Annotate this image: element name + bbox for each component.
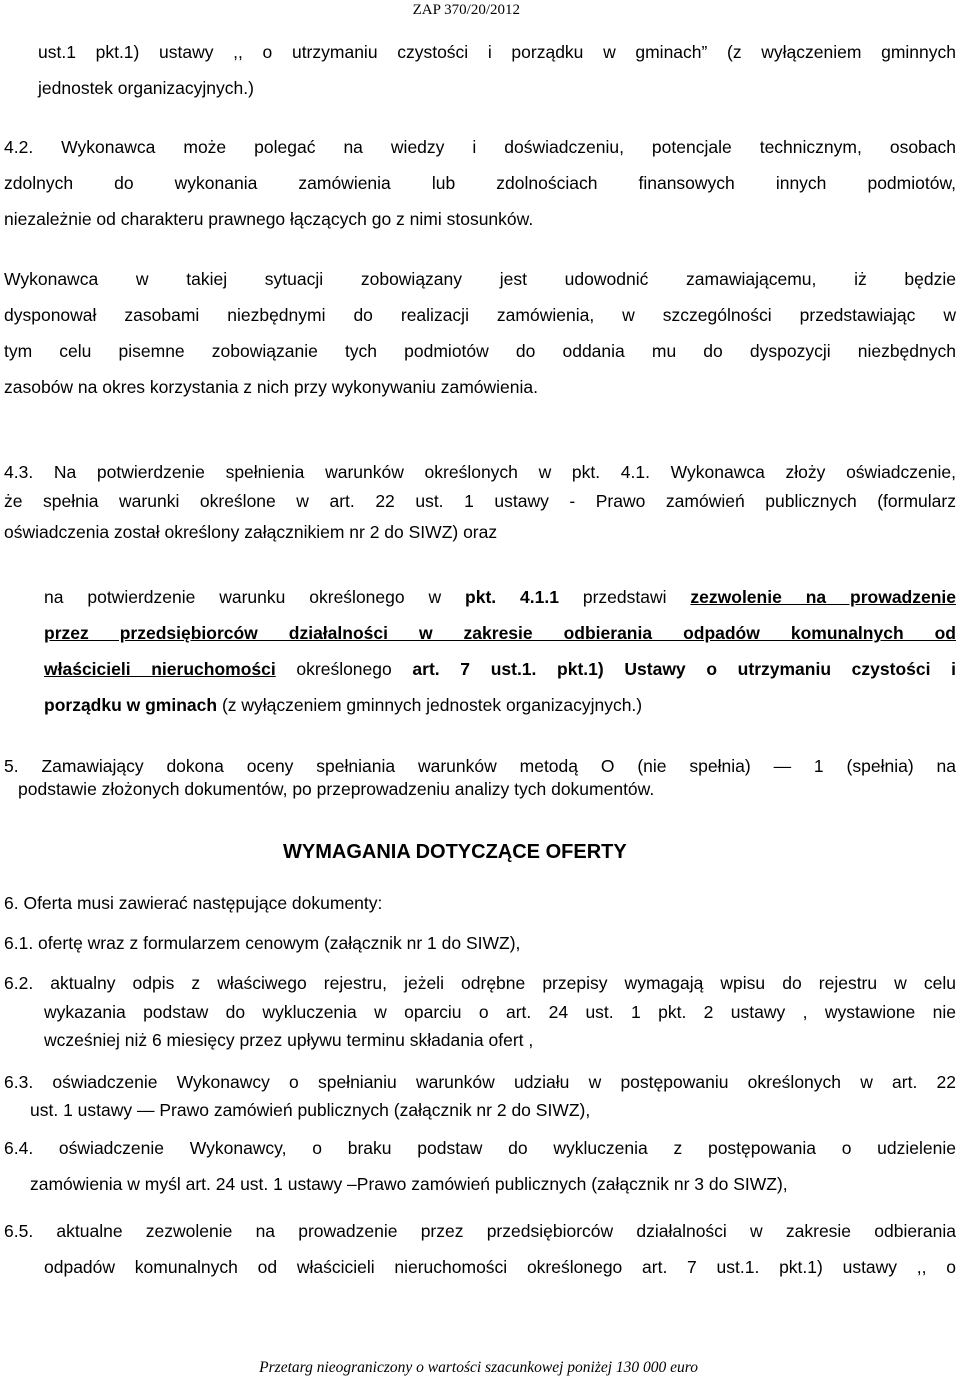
document-reference: ZAP 370/20/2012 (412, 2, 520, 18)
text-line: Wykonawca w takiej sytuacji zobowiązany jest udowodnić zamawiającemu, iż będzie (4, 269, 956, 289)
text-line: dysponował zasobami niezbędnymi do realizacji zamówienia, w szczególności przedstawiając w (4, 305, 956, 325)
text-line: wykazania podstaw do wykluczenia w oparciu o art. 24 ust. 1 pkt. 2 ustawy , wystawione nie (44, 1002, 956, 1022)
text-line: tym celu pisemne zobowiązanie tych podmiotów do oddania mu do dyspozycji niezbędnych (4, 341, 956, 361)
bold-ref: art. 7 ust.1. pkt.1) Ustawy o utrzymaniu czystości i (412, 659, 956, 679)
page-footer: Przetarg nieograniczony o wartości szacunkowej poniżej 130 000 euro (259, 1359, 698, 1376)
text-line: 6. Oferta musi zawierać następujące dokumenty: (4, 893, 383, 913)
text-span: na potwierdzenie warunku określonego w (44, 587, 466, 607)
text-line: odpadów komunalnych od właścicieli nieruchomości określonego art. 7 ust.1. pkt.1) ustawy ,, o (44, 1257, 956, 1277)
text-line: podstawie złożonych dokumentów, po przeprowadzeniu analizy tych dokumentów. (18, 779, 655, 799)
text-line (44, 658, 956, 680)
text-line: jednostek organizacyjnych.) (38, 78, 254, 98)
bold-ref: pkt. 4.1.1 (465, 587, 559, 607)
text-line (44, 694, 642, 716)
text-line: że spełnia warunki określone w art. 22 ust. 1 ustawy - Prawo zamówień publicznych (formularz (4, 491, 956, 511)
text-line: ust.1 pkt.1) ustawy ,, o utrzymaniu czystości i porządku w gminach” (z wyłączeniem gminnych (38, 42, 956, 62)
list-item: 6.3. oświadczenie Wykonawcy o spełnianiu warunków udziału w postępowaniu określonych w art. 22 (4, 1072, 956, 1092)
text-line: ust. 1 ustawy — Prawo zamówień publicznych (załącznik nr 2 do SIWZ), (30, 1100, 591, 1120)
list-item: 6.4. oświadczenie Wykonawcy, o braku podstaw do wykluczenia z postępowania o udzielenie (4, 1138, 956, 1158)
text-line: 4.3. Na potwierdzenie spełnienia warunków określonych w pkt. 4.1. Wykonawca złoży oświadczenie, (4, 462, 956, 482)
list-item: 6.1. ofertę wraz z formularzem cenowym (załącznik nr 1 do SIWZ), (4, 933, 521, 953)
text-span: przedstawi (558, 587, 691, 607)
underlined-phrase: zezwolenie na prowadzenie (690, 587, 956, 607)
text-line: wcześniej niż 6 miesięcy przez upływu terminu składania ofert , (44, 1030, 534, 1050)
text-line: 5. Zamawiający dokona oceny spełniania warunków metodą O (nie spełnia) — 1 (spełnia) na (4, 756, 956, 776)
text-line: zamówienia w myśl art. 24 ust. 1 ustawy –Prawo zamówień publicznych (załącznik nr 3 do SIWZ), (30, 1174, 788, 1194)
text-span: (z wyłączeniem gminnych jednostek organizacyjnych.) (217, 695, 643, 715)
text-span: określonego (275, 659, 413, 679)
text-line: zasobów na okres korzystania z nich przy wykonywaniu zamówienia. (4, 377, 538, 397)
text-line: 4.2. Wykonawca może polegać na wiedzy i doświadczeniu, potencjale technicznym, osobach (4, 137, 956, 157)
list-item: 6.2. aktualny odpis z właściwego rejestru, jeżeli odrębne przepisy wymagają wpisu do rejestru w celu (4, 973, 956, 993)
section-title: WYMAGANIA DOTYCZĄCE OFERTY (283, 841, 627, 863)
text-line: oświadczenia został określony załącznikiem nr 2 do SIWZ) oraz (4, 522, 498, 542)
bold-ref: porządku w gminach (44, 695, 218, 715)
list-item: 6.5. aktualne zezwolenie na prowadzenie przez przedsiębiorców działalności w zakresie odbierania (4, 1221, 956, 1241)
underlined-phrase: właścicieli nieruchomości (44, 659, 276, 679)
underlined-line: przez przedsiębiorców działalności w zakresie odbierania odpadów komunalnych od (44, 623, 956, 643)
text-line: niezależnie od charakteru prawnego łączących go z nimi stosunków. (4, 209, 534, 229)
text-line: zdolnych do wykonania zamówienia lub zdolnościach finansowych innych podmiotów, (4, 173, 956, 193)
text-line (44, 586, 956, 608)
